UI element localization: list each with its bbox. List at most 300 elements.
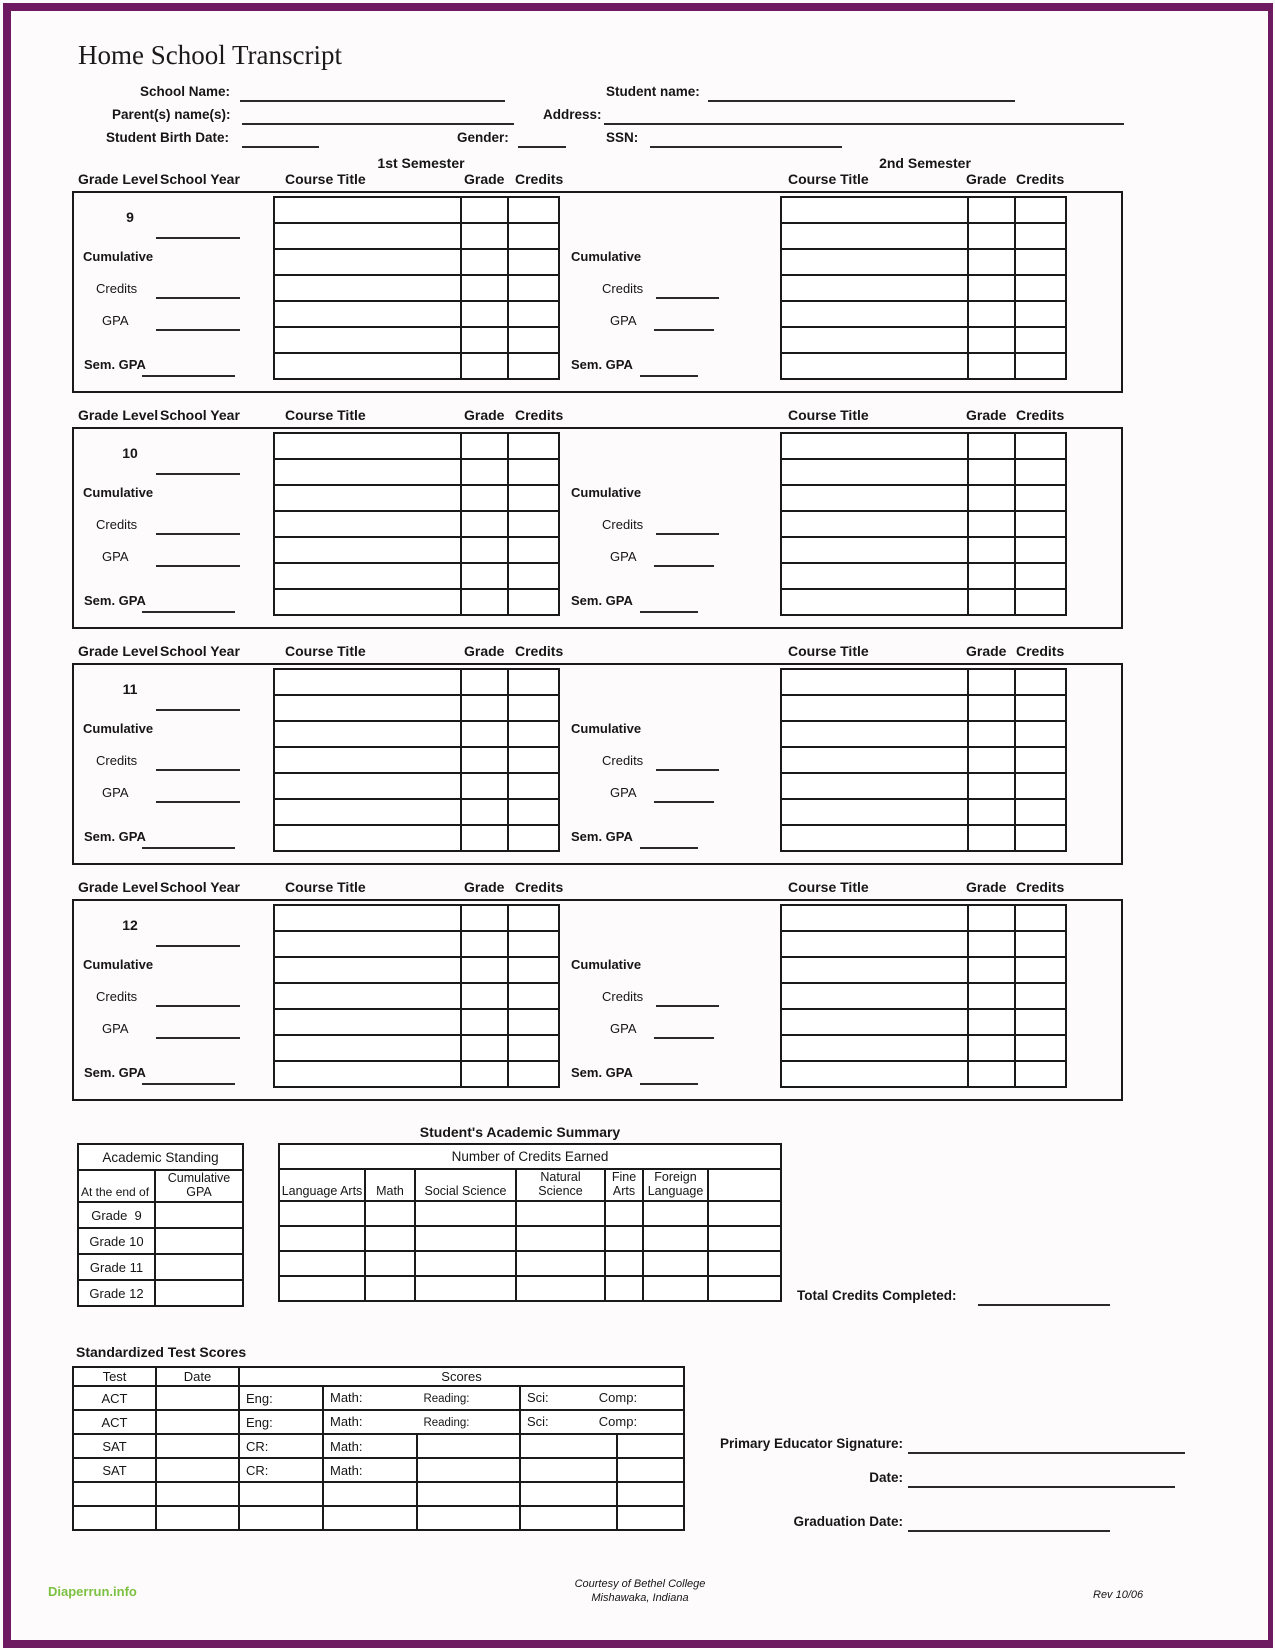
- blank-cell[interactable]: [781, 1035, 968, 1061]
- sem-gpa-line[interactable]: [142, 375, 235, 377]
- school-year-line[interactable]: [156, 709, 240, 711]
- credits-earned-table: [278, 1143, 782, 1302]
- blank-cell[interactable]: [643, 1276, 708, 1301]
- blank-cell[interactable]: [1015, 957, 1066, 983]
- blank-cell[interactable]: [461, 1061, 508, 1087]
- blank-cell[interactable]: [1015, 511, 1066, 537]
- blank-cell[interactable]: [781, 983, 968, 1009]
- blank-cell[interactable]: [781, 563, 968, 589]
- blank-cell[interactable]: [968, 589, 1015, 615]
- blank-cell[interactable]: [274, 799, 461, 825]
- blank-cell[interactable]: [461, 773, 508, 799]
- birth-date-line[interactable]: [242, 146, 319, 148]
- blank-cell[interactable]: [274, 485, 461, 511]
- test-name: ACT: [73, 1386, 156, 1410]
- blank-cell[interactable]: [461, 747, 508, 773]
- blank-cell[interactable]: [73, 1506, 156, 1530]
- blank-cell[interactable]: [968, 773, 1015, 799]
- math-reading-cell[interactable]: [323, 1386, 520, 1410]
- gpa-line[interactable]: [654, 801, 714, 803]
- blank-cell[interactable]: [520, 1434, 617, 1458]
- blank-cell[interactable]: [643, 1201, 708, 1226]
- gpa-label: GPA: [610, 313, 637, 328]
- math-score-cell[interactable]: Math:: [323, 1434, 417, 1458]
- blank-cell[interactable]: [968, 695, 1015, 721]
- blank-cell[interactable]: [1015, 1061, 1066, 1087]
- blank-cell[interactable]: [274, 197, 461, 223]
- credits-line[interactable]: [156, 1005, 240, 1007]
- blank-cell[interactable]: [508, 721, 559, 747]
- credits-label: Credits: [602, 753, 644, 768]
- blank-cell[interactable]: [520, 1482, 617, 1506]
- blank-cell[interactable]: [781, 695, 968, 721]
- sem-gpa-line[interactable]: [142, 611, 235, 613]
- blank-cell[interactable]: [1015, 695, 1066, 721]
- gpa-line[interactable]: [654, 329, 714, 331]
- blank-cell[interactable]: [781, 249, 968, 275]
- blank-cell[interactable]: [520, 1458, 617, 1482]
- blank-cell[interactable]: [1015, 249, 1066, 275]
- blank-cell[interactable]: [968, 459, 1015, 485]
- signature-date-line[interactable]: [908, 1486, 1175, 1488]
- blank-cell[interactable]: [461, 905, 508, 931]
- blank-cell[interactable]: [461, 589, 508, 615]
- blank-cell[interactable]: [968, 327, 1015, 353]
- graduation-date-line[interactable]: [908, 1530, 1110, 1532]
- blank-cell[interactable]: [1015, 537, 1066, 563]
- blank-cell[interactable]: [239, 1506, 323, 1530]
- blank-cell[interactable]: [274, 957, 461, 983]
- blank-cell[interactable]: [461, 931, 508, 957]
- sem-gpa-line[interactable]: [142, 1083, 235, 1085]
- credits-line[interactable]: [656, 297, 719, 299]
- blank-cell[interactable]: [605, 1226, 643, 1251]
- blank-cell[interactable]: [279, 1251, 365, 1276]
- credits-line[interactable]: [156, 769, 240, 771]
- grade-level-value: 9: [126, 209, 134, 225]
- course-title-header: Course Title: [285, 407, 366, 423]
- blank-cell[interactable]: [461, 223, 508, 249]
- blank-cell[interactable]: [274, 327, 461, 353]
- blank-cell[interactable]: [1015, 301, 1066, 327]
- blank-cell[interactable]: [968, 511, 1015, 537]
- blank-cell[interactable]: [968, 563, 1015, 589]
- blank-cell[interactable]: [968, 983, 1015, 1009]
- blank-cell[interactable]: [274, 825, 461, 851]
- reading-label: Reading:: [423, 1393, 470, 1405]
- blank-cell[interactable]: [415, 1226, 516, 1251]
- math-score-cell[interactable]: Math:: [323, 1458, 417, 1482]
- address-line[interactable]: [604, 123, 1124, 125]
- blank-cell[interactable]: [508, 353, 559, 379]
- blank-cell[interactable]: [1015, 983, 1066, 1009]
- course-title-header: Course Title: [285, 643, 366, 659]
- graduation-date-label: Graduation Date:: [793, 1514, 903, 1529]
- blank-cell[interactable]: [781, 589, 968, 615]
- blank-cell[interactable]: [968, 1009, 1015, 1035]
- gpa-cell[interactable]: [155, 1280, 243, 1306]
- blank-cell[interactable]: [520, 1506, 617, 1530]
- blank-cell[interactable]: [1015, 721, 1066, 747]
- blank-cell[interactable]: [968, 1035, 1015, 1061]
- gpa-line[interactable]: [156, 329, 240, 331]
- blank-cell[interactable]: [968, 747, 1015, 773]
- blank-cell[interactable]: [508, 223, 559, 249]
- blank-cell[interactable]: [708, 1226, 781, 1251]
- blank-cell[interactable]: [1015, 825, 1066, 851]
- blank-cell[interactable]: [274, 433, 461, 459]
- blank-cell[interactable]: [461, 327, 508, 353]
- blank-cell[interactable]: [643, 1251, 708, 1276]
- gpa-line[interactable]: [156, 565, 240, 567]
- blank-cell[interactable]: [968, 721, 1015, 747]
- blank-cell[interactable]: [968, 931, 1015, 957]
- blank-cell[interactable]: [274, 275, 461, 301]
- gpa-cell[interactable]: [155, 1228, 243, 1254]
- blank-cell[interactable]: [73, 1482, 156, 1506]
- blank-cell[interactable]: [508, 249, 559, 275]
- blank-cell[interactable]: [968, 223, 1015, 249]
- sem-gpa-label: Sem. GPA: [571, 1065, 633, 1080]
- blank-cell[interactable]: [781, 197, 968, 223]
- blank-cell[interactable]: [968, 433, 1015, 459]
- blank-cell[interactable]: [274, 563, 461, 589]
- grade-level-value: 11: [122, 681, 138, 697]
- blank-cell[interactable]: [516, 1251, 605, 1276]
- blank-cell[interactable]: [274, 249, 461, 275]
- blank-cell[interactable]: [274, 511, 461, 537]
- blank-cell[interactable]: [1015, 275, 1066, 301]
- standing-row-label: Grade 10: [78, 1228, 155, 1254]
- blank-cell[interactable]: [508, 905, 559, 931]
- school-year-line[interactable]: [156, 237, 240, 239]
- blank-cell[interactable]: [508, 825, 559, 851]
- blank-cell[interactable]: [279, 1276, 365, 1301]
- eng-score-cell[interactable]: Eng:: [239, 1410, 323, 1434]
- blank-cell[interactable]: [516, 1201, 605, 1226]
- blank-cell[interactable]: [968, 275, 1015, 301]
- blank-cell[interactable]: [274, 747, 461, 773]
- blank-cell[interactable]: [274, 1009, 461, 1035]
- gender-line[interactable]: [518, 146, 566, 148]
- blank-cell[interactable]: [968, 669, 1015, 695]
- blank-cell[interactable]: [508, 433, 559, 459]
- blank-cell[interactable]: [274, 353, 461, 379]
- second-semester-header: 2nd Semester: [879, 155, 971, 171]
- blank-cell[interactable]: [415, 1201, 516, 1226]
- blank-cell[interactable]: [156, 1506, 239, 1530]
- test-date-cell[interactable]: [156, 1458, 239, 1482]
- blank-cell[interactable]: [1015, 327, 1066, 353]
- blank-cell[interactable]: [781, 773, 968, 799]
- credits-line[interactable]: [656, 769, 719, 771]
- blank-cell[interactable]: [968, 197, 1015, 223]
- gpa-label: GPA: [102, 1021, 129, 1036]
- blank-cell[interactable]: [279, 1226, 365, 1251]
- courses-table-sem1: [273, 904, 560, 1088]
- blank-cell[interactable]: [274, 669, 461, 695]
- blank-cell[interactable]: [274, 721, 461, 747]
- sem-gpa-line[interactable]: [640, 611, 698, 613]
- blank-cell[interactable]: [417, 1482, 520, 1506]
- courses-table-sem2: [780, 904, 1067, 1088]
- ssn-line[interactable]: [650, 146, 842, 148]
- blank-cell[interactable]: [417, 1458, 520, 1482]
- sem-gpa-label: Sem. GPA: [571, 593, 633, 608]
- parents-line[interactable]: [242, 123, 514, 125]
- blank-cell[interactable]: [274, 589, 461, 615]
- blank-cell[interactable]: [508, 773, 559, 799]
- blank-cell[interactable]: [605, 1276, 643, 1301]
- blank-cell[interactable]: [508, 931, 559, 957]
- blank-cell[interactable]: [461, 825, 508, 851]
- blank-cell[interactable]: [1015, 459, 1066, 485]
- blank-cell[interactable]: [274, 695, 461, 721]
- sci-comp-cell[interactable]: [520, 1410, 684, 1434]
- blank-cell[interactable]: [274, 905, 461, 931]
- blank-cell[interactable]: [516, 1276, 605, 1301]
- blank-cell[interactable]: [1015, 931, 1066, 957]
- blank-cell[interactable]: [781, 511, 968, 537]
- blank-cell[interactable]: [968, 353, 1015, 379]
- blank-cell[interactable]: [781, 223, 968, 249]
- blank-cell[interactable]: [461, 1009, 508, 1035]
- sem-gpa-line[interactable]: [640, 375, 698, 377]
- blank-cell[interactable]: [274, 537, 461, 563]
- blank-cell[interactable]: [1015, 197, 1066, 223]
- blank-cell[interactable]: [1015, 223, 1066, 249]
- blank-cell[interactable]: [781, 905, 968, 931]
- courses-table-sem2: [780, 432, 1067, 616]
- blank-cell[interactable]: [461, 721, 508, 747]
- blank-cell[interactable]: [461, 537, 508, 563]
- blank-cell[interactable]: [461, 511, 508, 537]
- blank-cell[interactable]: [1015, 747, 1066, 773]
- blank-cell[interactable]: [508, 459, 559, 485]
- credits-line[interactable]: [156, 297, 240, 299]
- col-social-science: Social Science: [415, 1169, 516, 1201]
- blank-cell[interactable]: [274, 223, 461, 249]
- blank-cell[interactable]: [274, 301, 461, 327]
- test-date-cell[interactable]: [156, 1386, 239, 1410]
- blank-cell[interactable]: [508, 327, 559, 353]
- sem-gpa-line[interactable]: [640, 847, 698, 849]
- blank-cell[interactable]: [968, 1061, 1015, 1087]
- blank-cell[interactable]: [781, 931, 968, 957]
- blank-cell[interactable]: [508, 747, 559, 773]
- math-reading-cell[interactable]: [323, 1410, 520, 1434]
- cr-score-cell[interactable]: CR:: [239, 1458, 323, 1482]
- blank-cell[interactable]: [508, 511, 559, 537]
- credits-header: Credits: [1016, 879, 1065, 895]
- blank-cell[interactable]: [781, 327, 968, 353]
- blank-cell[interactable]: [1015, 353, 1066, 379]
- school-year-line[interactable]: [156, 945, 240, 947]
- blank-cell[interactable]: [415, 1276, 516, 1301]
- blank-cell[interactable]: [968, 905, 1015, 931]
- blank-cell[interactable]: [508, 1009, 559, 1035]
- school-name-line[interactable]: [240, 100, 505, 102]
- blank-cell[interactable]: [415, 1251, 516, 1276]
- blank-cell[interactable]: [1015, 799, 1066, 825]
- blank-cell[interactable]: [508, 589, 559, 615]
- blank-cell[interactable]: [1015, 563, 1066, 589]
- total-credits-line[interactable]: [978, 1304, 1110, 1306]
- sem-gpa-line[interactable]: [640, 1083, 698, 1085]
- blank-cell[interactable]: [461, 249, 508, 275]
- blank-cell[interactable]: [968, 537, 1015, 563]
- test-col-header: Test: [73, 1367, 156, 1386]
- blank-cell[interactable]: [239, 1482, 323, 1506]
- blank-cell[interactable]: [781, 747, 968, 773]
- blank-cell[interactable]: [508, 799, 559, 825]
- blank-cell[interactable]: [508, 537, 559, 563]
- blank-cell[interactable]: [1015, 485, 1066, 511]
- math-label: Math:: [330, 1414, 363, 1429]
- blank-cell[interactable]: [508, 695, 559, 721]
- gpa-cell[interactable]: [155, 1254, 243, 1280]
- blank-cell[interactable]: [617, 1482, 684, 1506]
- col-natural-science: Natural Science: [516, 1169, 605, 1201]
- blank-cell[interactable]: [508, 485, 559, 511]
- blank-cell[interactable]: [1015, 669, 1066, 695]
- sci-label: Sci:: [527, 1414, 549, 1429]
- blank-cell[interactable]: [1015, 1035, 1066, 1061]
- blank-cell[interactable]: [365, 1251, 415, 1276]
- blank-cell[interactable]: [508, 1035, 559, 1061]
- blank-cell[interactable]: [968, 799, 1015, 825]
- blank-cell[interactable]: [781, 353, 968, 379]
- blank-cell[interactable]: [508, 197, 559, 223]
- blank-cell[interactable]: [461, 695, 508, 721]
- blank-cell[interactable]: [1015, 773, 1066, 799]
- blank-cell[interactable]: [781, 433, 968, 459]
- credits-line[interactable]: [656, 1005, 719, 1007]
- math-label: Math:: [330, 1390, 363, 1405]
- sem-gpa-line[interactable]: [142, 847, 235, 849]
- blank-cell[interactable]: [781, 669, 968, 695]
- eng-score-cell[interactable]: Eng:: [239, 1386, 323, 1410]
- blank-cell[interactable]: [323, 1482, 417, 1506]
- blank-cell[interactable]: [1015, 905, 1066, 931]
- blank-cell[interactable]: [781, 825, 968, 851]
- blank-cell[interactable]: [365, 1276, 415, 1301]
- blank-cell[interactable]: [365, 1201, 415, 1226]
- blank-cell[interactable]: [274, 931, 461, 957]
- blank-cell[interactable]: [781, 1009, 968, 1035]
- blank-cell[interactable]: [516, 1226, 605, 1251]
- blank-cell[interactable]: [461, 433, 508, 459]
- blank-cell[interactable]: [461, 197, 508, 223]
- blank-cell[interactable]: [781, 301, 968, 327]
- blank-cell[interactable]: [508, 957, 559, 983]
- blank-cell[interactable]: [708, 1276, 781, 1301]
- blank-cell[interactable]: [417, 1506, 520, 1530]
- blank-cell[interactable]: [781, 537, 968, 563]
- gpa-cell[interactable]: [155, 1202, 243, 1228]
- blank-cell[interactable]: [1015, 433, 1066, 459]
- blank-cell[interactable]: [968, 485, 1015, 511]
- gpa-line[interactable]: [654, 1037, 714, 1039]
- blank-cell[interactable]: [968, 301, 1015, 327]
- blank-cell[interactable]: [461, 275, 508, 301]
- blank-cell[interactable]: [274, 983, 461, 1009]
- cr-score-cell[interactable]: CR:: [239, 1434, 323, 1458]
- blank-cell[interactable]: [461, 983, 508, 1009]
- blank-cell[interactable]: [461, 957, 508, 983]
- blank-cell[interactable]: [781, 275, 968, 301]
- test-date-cell[interactable]: [156, 1410, 239, 1434]
- blank-cell[interactable]: [461, 459, 508, 485]
- blank-cell[interactable]: [156, 1482, 239, 1506]
- credits-header: Credits: [515, 643, 564, 659]
- blank-cell[interactable]: [508, 275, 559, 301]
- comp-label: Comp:: [598, 1414, 638, 1429]
- blank-cell[interactable]: [605, 1251, 643, 1276]
- blank-cell[interactable]: [323, 1506, 417, 1530]
- blank-cell[interactable]: [461, 485, 508, 511]
- credits-label: Credits: [96, 517, 138, 532]
- gpa-line[interactable]: [156, 1037, 240, 1039]
- blank-cell[interactable]: [274, 459, 461, 485]
- blank-cell[interactable]: [274, 1035, 461, 1061]
- blank-cell[interactable]: [1015, 1009, 1066, 1035]
- blank-cell[interactable]: [643, 1226, 708, 1251]
- blank-cell[interactable]: [968, 957, 1015, 983]
- blank-cell[interactable]: [781, 1061, 968, 1087]
- blank-cell[interactable]: [508, 669, 559, 695]
- blank-cell[interactable]: [781, 485, 968, 511]
- school-year-line[interactable]: [156, 473, 240, 475]
- blank-cell[interactable]: [461, 353, 508, 379]
- sci-comp-cell[interactable]: [520, 1386, 684, 1410]
- gpa-line[interactable]: [654, 565, 714, 567]
- blank-cell[interactable]: [461, 1035, 508, 1061]
- educator-signature-line[interactable]: [908, 1452, 1185, 1454]
- blank-cell[interactable]: [461, 301, 508, 327]
- blank-cell[interactable]: [274, 773, 461, 799]
- blank-cell[interactable]: [781, 957, 968, 983]
- sem-gpa-label: Sem. GPA: [84, 829, 146, 844]
- blank-cell[interactable]: [508, 563, 559, 589]
- blank-cell[interactable]: [781, 799, 968, 825]
- blank-cell[interactable]: [708, 1201, 781, 1226]
- blank-cell[interactable]: [605, 1201, 643, 1226]
- blank-cell[interactable]: [708, 1251, 781, 1276]
- blank-cell[interactable]: [968, 825, 1015, 851]
- blank-cell[interactable]: [1015, 589, 1066, 615]
- blank-cell[interactable]: [279, 1201, 365, 1226]
- blank-cell[interactable]: [461, 563, 508, 589]
- gpa-line[interactable]: [156, 801, 240, 803]
- first-semester-header: 1st Semester: [377, 155, 465, 171]
- blank-cell[interactable]: [461, 799, 508, 825]
- blank-cell[interactable]: [781, 459, 968, 485]
- blank-cell[interactable]: [508, 1061, 559, 1087]
- blank-cell[interactable]: [274, 1061, 461, 1087]
- blank-cell[interactable]: [508, 301, 559, 327]
- blank-cell[interactable]: [417, 1434, 520, 1458]
- blank-cell[interactable]: [461, 669, 508, 695]
- blank-cell[interactable]: [781, 721, 968, 747]
- test-date-cell[interactable]: [156, 1434, 239, 1458]
- student-name-line[interactable]: [708, 100, 1015, 102]
- blank-cell[interactable]: [968, 249, 1015, 275]
- credits-line[interactable]: [656, 533, 719, 535]
- blank-cell[interactable]: [508, 983, 559, 1009]
- credits-line[interactable]: [156, 533, 240, 535]
- blank-cell[interactable]: [365, 1226, 415, 1251]
